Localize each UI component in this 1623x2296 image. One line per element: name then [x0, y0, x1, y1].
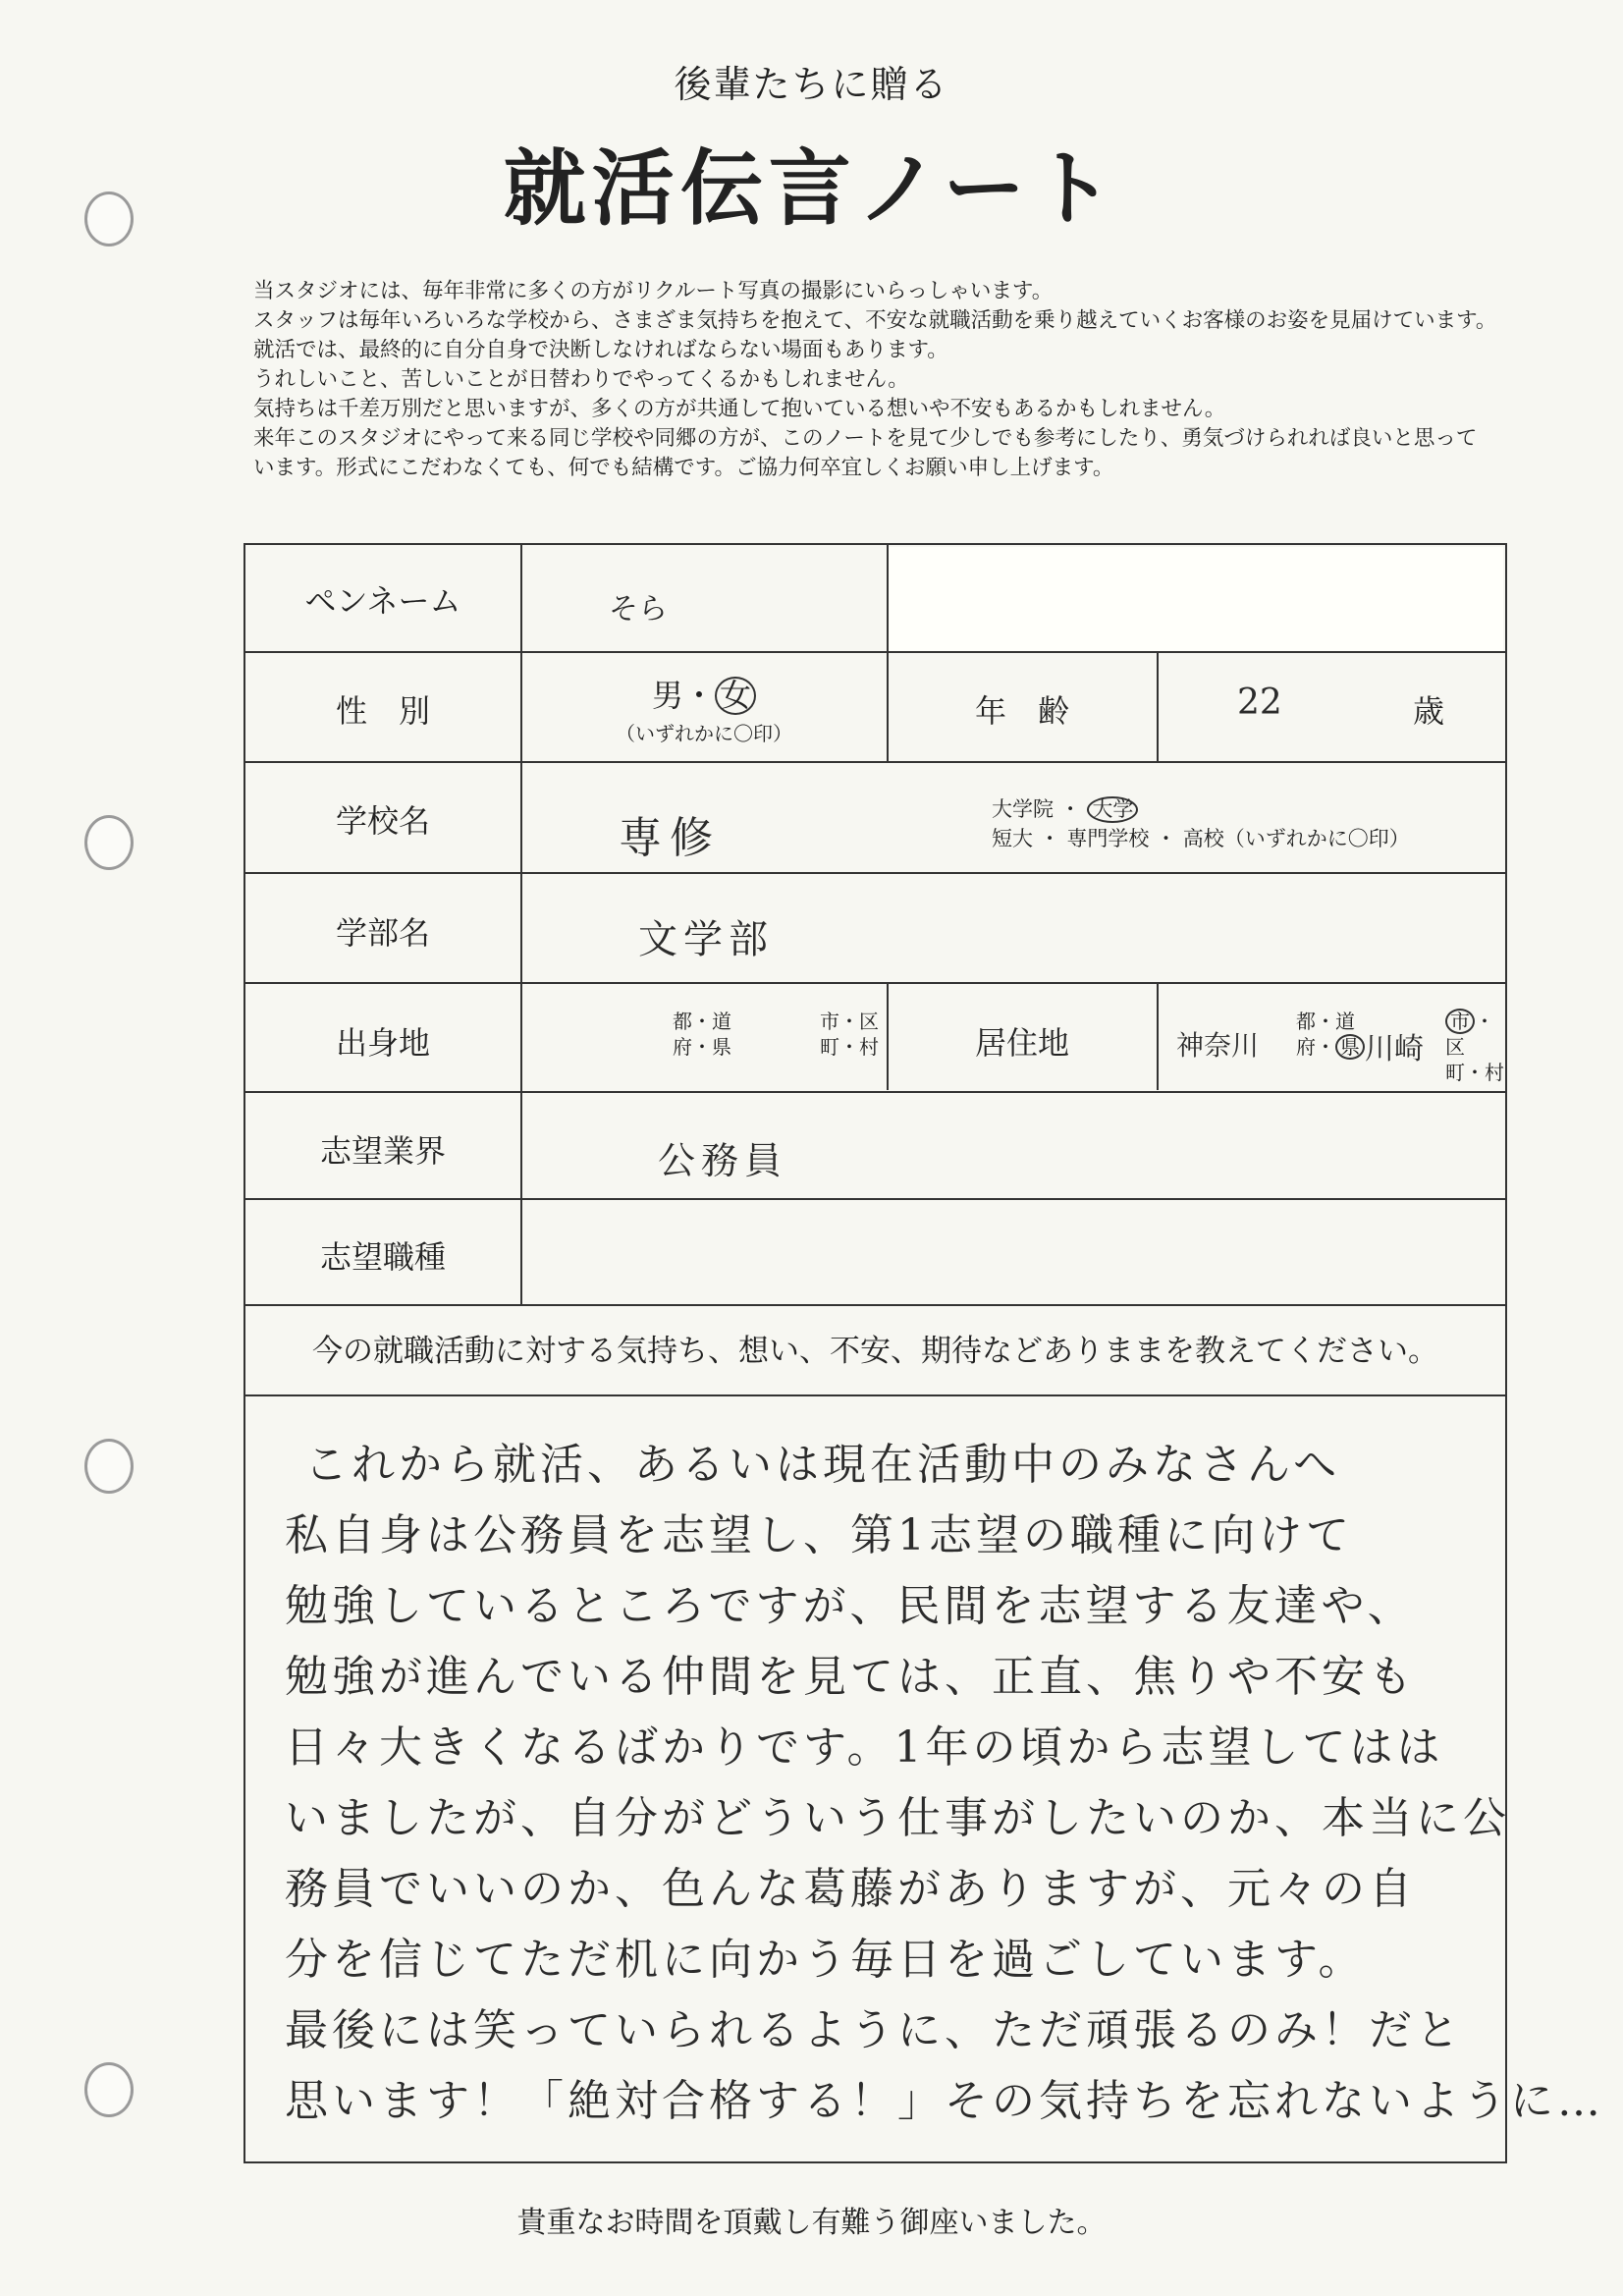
intro-line: 当スタジオには、毎年非常に多くの方がリクルート写真の撮影にいらっしゃいます。 — [253, 279, 1054, 303]
gender-note: （いずれかに〇印） — [616, 722, 792, 745]
school-type-grad: 大学院 ・ — [992, 797, 1081, 821]
job-label: 志望職種 — [319, 1238, 446, 1276]
row-divider — [245, 651, 1505, 653]
binder-hole — [84, 2062, 134, 2117]
answer-line: 分を信じてただ机に向かう毎日を過ごしています。 — [285, 1935, 1366, 1985]
binder-hole — [84, 1439, 134, 1494]
answer-line: いましたが、自分がどういう仕事がしたいのか、本当に公 — [285, 1793, 1510, 1843]
column-divider — [1157, 982, 1159, 1090]
answer-line: 勉強が進んでいる仲間を見ては、正直、焦りや不安も — [285, 1652, 1416, 1702]
school-type-line2: 短大 ・ 専門学校 ・ 高校（いずれかに〇印） — [992, 827, 1410, 850]
pref-option-line: 都・道 — [673, 1010, 731, 1033]
binder-hole — [84, 815, 134, 870]
residence-pref-options — [1296, 1009, 1365, 1060]
pen-name-label: ペンネーム — [304, 582, 461, 620]
industry-label: 志望業界 — [319, 1132, 446, 1170]
survey-form — [243, 543, 1604, 2163]
gender-female-circled: 女 — [715, 677, 756, 715]
birthplace-city-options — [820, 1009, 879, 1060]
city-option-ku: ・区 — [1445, 1010, 1494, 1059]
column-divider — [1157, 651, 1159, 761]
row-divider — [245, 1198, 1505, 1200]
separator-dot: ・ — [682, 677, 715, 714]
answer-line: 勉強しているところですが、民間を志望する友達や、 — [285, 1581, 1415, 1631]
footer-thanks: 貴重なお時間を頂戴し有難う御座いました。 — [516, 2206, 1107, 2240]
residence-pref-value: 神奈川 — [1176, 1029, 1260, 1062]
birthplace-label: 出身地 — [335, 1024, 430, 1062]
city-option-line: 町・村 — [820, 1035, 879, 1059]
city-option-shi-circled: 市 — [1445, 1009, 1475, 1034]
faculty-value: 文学部 — [638, 917, 774, 962]
residence-label: 居住地 — [974, 1024, 1069, 1062]
row-divider — [245, 1091, 1505, 1093]
row-divider — [245, 1304, 1505, 1306]
answer-line: 務員でいいのか、色んな葛藤がありますが、元々の自 — [285, 1864, 1416, 1914]
gender-label: 性 別 — [335, 692, 430, 730]
answer-line: 最後には笑っていられるように、ただ頑張るのみ！だと — [285, 2005, 1463, 2055]
faculty-label: 学部名 — [335, 914, 430, 952]
industry-value: 公務員 — [658, 1139, 788, 1182]
school-label: 学校名 — [335, 802, 430, 840]
pref-option-fu: 府・ — [1296, 1035, 1335, 1059]
pen-name-value: そら — [609, 592, 668, 627]
answer-line: これから就活、あるいは現在活動中のみなさんへ — [304, 1440, 1341, 1490]
intro-line: 気持ちは千差万別だと思いますが、多くの方が共通して抱いている想いや不安もあるかもしれません。 — [253, 397, 1226, 421]
row-divider — [245, 1394, 1505, 1396]
school-type-university-circled: 大学 — [1087, 796, 1138, 823]
answer-line: 私自身は公務員を志望し、第1志望の職種に向けて — [285, 1510, 1353, 1560]
age-unit: 歳 — [1412, 692, 1444, 730]
school-value: 専修 — [619, 813, 721, 863]
city-option-line: 市・区 — [820, 1010, 879, 1033]
intro-line: います。形式にこだわなくても、何でも結構です。ご協力何卒宜しくお願い申し上げます。 — [253, 456, 1114, 480]
residence-city-options — [1445, 1009, 1505, 1085]
page-title: 就活伝言ノート — [503, 140, 1120, 237]
intro-line: うれしいこと、苦しいことが日替わりでやってくるかもしれません。 — [253, 367, 909, 392]
row-divider — [245, 761, 1505, 763]
birthplace-pref-options — [673, 1009, 731, 1060]
pref-option-ken-circled: 県 — [1335, 1034, 1365, 1060]
age-value: 22 — [1237, 683, 1282, 723]
residence-city-value: 川崎 — [1365, 1032, 1424, 1066]
blank-cell — [889, 547, 1503, 651]
city-option-line: 町・村 — [1445, 1061, 1504, 1084]
intro-line: スタッフは毎年いろいろな学校から、さまざま気持ちを抱えて、不安な就職活動を乗り越えていくお客様のお姿を見届けています。 — [253, 308, 1497, 333]
intro-text — [253, 277, 1589, 483]
pref-option-line: 都・道 — [1296, 1010, 1355, 1033]
intro-line: 就活では、最終的に自分自身で決断しなければならない場面もあります。 — [253, 338, 948, 362]
row-divider — [245, 872, 1505, 874]
answer-line: 日々大きくなるばかりです。1年の頃から志望してはは — [285, 1722, 1444, 1773]
gender-options — [522, 671, 886, 716]
column-divider — [520, 545, 522, 1304]
question-prompt: 今の就職活動に対する気持ち、想い、不安、期待などありままを教えてください。 — [312, 1334, 1438, 1369]
answer-line: 思います！「絶対合格する！」その気持ちを忘れないように… — [285, 2076, 1604, 2126]
school-type-options — [992, 794, 1410, 853]
age-label: 年 齢 — [974, 692, 1069, 730]
row-divider — [245, 982, 1505, 984]
intro-line: 来年このスタジオにやって来る同じ学校や同郷の方が、このノートを見て少しでも参考にしたり、勇気づけられれば良いと思って — [253, 426, 1478, 451]
page-subtitle: 後輩たちに贈る — [674, 63, 949, 106]
gender-male: 男 — [651, 677, 683, 714]
pref-option-line: 府・県 — [673, 1035, 731, 1059]
